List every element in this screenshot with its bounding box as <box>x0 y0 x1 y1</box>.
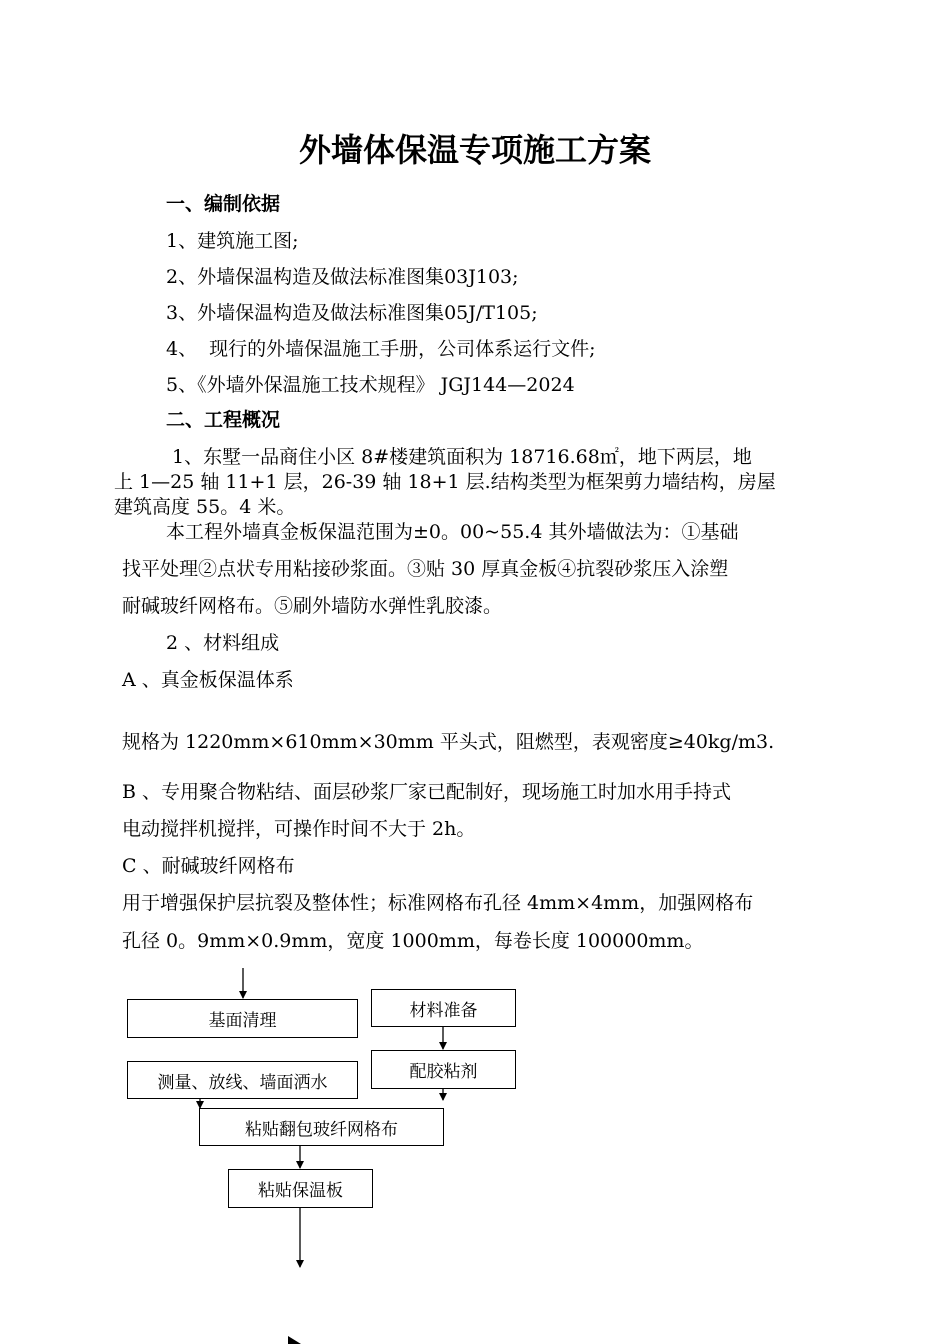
basis-item-5: 5、《外墙外保温施工技术规程》 JGJ144—2024 <box>166 374 575 396</box>
item-b-line1: B 、专用聚合物粘结、面层砂浆厂家已配制好，现场施工时加水用手持式 <box>122 781 732 803</box>
page-title: 外墙体保温专项施工方案 <box>298 131 651 169</box>
step-material-prep: 材料准备 <box>371 989 516 1027</box>
basis-item-3: 3、外墙保温构造及做法标准图集05J/T105; <box>166 302 538 324</box>
overview-para2-line3: 耐碱玻纤网格布。⑤刷外墙防水弹性乳胶漆。 <box>122 595 503 617</box>
step-insulation-board: 粘贴保温板 <box>228 1169 373 1208</box>
item-c-line2: 孔径 0。9mm×0.9mm，宽度 1000mm，每卷长度 100000mm。 <box>122 930 704 952</box>
item-c-heading: C 、耐碱玻纤网格布 <box>122 855 295 877</box>
step-mesh-wrap: 粘贴翻包玻纤网格布 <box>199 1108 444 1146</box>
step-base-cleaning: 基面清理 <box>127 999 358 1038</box>
basis-item-2: 2、外墙保温构造及做法标准图集03J103; <box>166 266 519 288</box>
overview-para1-line1: 1、东墅一品商住小区 8#楼建筑面积为 18716.68㎡，地下两层，地 <box>172 446 752 468</box>
overview-para2-line1: 本工程外墙真金板保温范围为±0。00~55.4 其外墙做法为：①基础 <box>166 521 739 543</box>
basis-item-1: 1、建筑施工图; <box>166 230 299 252</box>
arrow-continuation-mark <box>288 1336 301 1344</box>
overview-para1-line3: 建筑高度 55。4 米。 <box>114 496 296 518</box>
section2-heading: 二、工程概况 <box>166 409 281 431</box>
item-c-line1: 用于增强保护层抗裂及整体性；标准网格布孔径 4mm×4mm，加强网格布 <box>122 892 754 914</box>
basis-item-4: 4、 现行的外墙保温施工手册，公司体系运行文件; <box>166 338 596 360</box>
materials-heading: 2 、材料组成 <box>166 632 280 654</box>
step-mix-adhesive: 配胶粘剂 <box>371 1050 516 1089</box>
item-b-line2: 电动搅拌机搅拌，可操作时间不大于 2h。 <box>122 818 476 840</box>
step-measure: 测量、放线、墙面洒水 <box>127 1061 358 1099</box>
item-a-spec: 规格为 1220mm×610mm×30mm 平头式，阻燃型，表观密度≥40kg/m3. <box>122 731 775 753</box>
overview-para1-line2: 上 1—25 轴 11+1 层，26-39 轴 18+1 层.结构类型为框架剪力墙结构，房屋 <box>114 471 776 493</box>
item-a-heading: A 、真金板保温体系 <box>122 669 294 691</box>
section1-heading: 一、编制依据 <box>166 193 281 215</box>
overview-para2-line2: 找平处理②点状专用粘接砂浆面。③贴 30 厚真金板④抗裂砂浆压入涂塑 <box>122 558 729 580</box>
